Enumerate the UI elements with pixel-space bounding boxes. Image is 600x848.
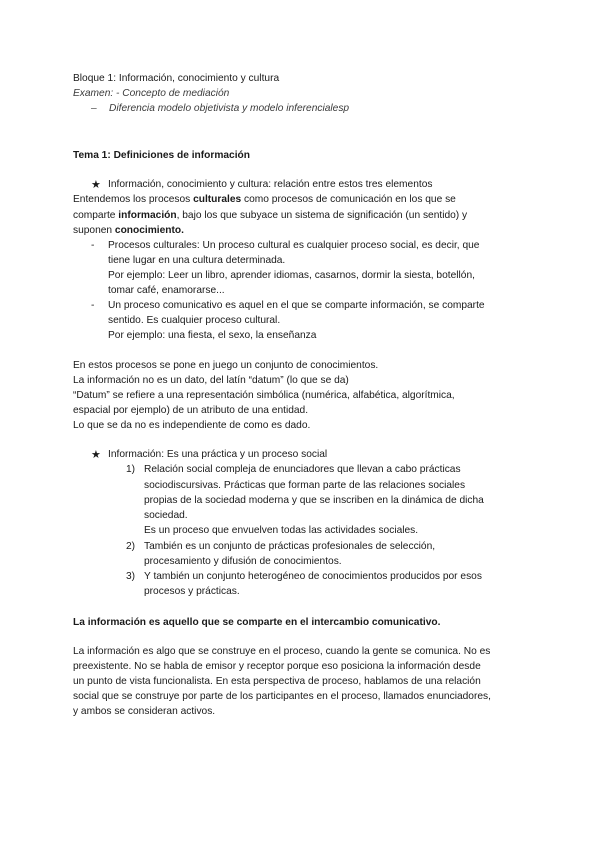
paragraph-line: un punto de vista funcionalista. En esta perspectiva de proceso, hablamos de una relación — [73, 676, 481, 687]
paragraph-line: Entendemos los procesos culturales como procesos de comunicación en los que se — [73, 194, 456, 205]
dash-bullet: - — [91, 300, 95, 311]
numbered-item-line: procesos y prácticas. — [144, 586, 240, 597]
numbered-marker: 3) — [126, 571, 136, 582]
numbered-item-line: Relación social compleja de enunciadores que llevan a cabo prácticas — [144, 464, 461, 475]
paragraph-line: La información es algo que se construye en el proceso, cuando la gente se comunica. No es — [73, 646, 491, 657]
exam-subnote: Diferencia modelo objetivista y modelo inferencialesp — [109, 103, 350, 114]
paragraph-line: espacial por ejemplo) de un atributo de una entidad. — [73, 405, 309, 416]
star-bullet-icon: ★ — [91, 449, 101, 461]
numbered-item-line: También es un conjunto de prácticas profesionales de selección, — [144, 541, 436, 552]
paragraph-line: comparte información, bajo los que subyace un sistema de significación (un sentido) y — [73, 210, 468, 221]
paragraph-line: En estos procesos se pone en juego un conjunto de conocimientos. — [73, 360, 379, 371]
numbered-item-line: sociedad. — [144, 510, 188, 521]
list-item-line: tomar café, enamorarse... — [108, 285, 225, 296]
block-title: Bloque 1: Información, conocimiento y cultura — [73, 73, 280, 84]
tema-title: Tema 1: Definiciones de información — [73, 150, 250, 161]
sub-dash: – — [91, 103, 97, 114]
list-item-line: Procesos culturales: Un proceso cultural es cualquier proceso social, es decir, que — [108, 240, 480, 251]
list-item-line: Un proceso comunicativo es aquel en el que se comparte información, se comparte — [108, 300, 485, 311]
paragraph-line: “Datum” se refiere a una representación simbólica (numérica, alfabética, algorítmica, — [73, 390, 455, 401]
bullet-info-practice: Información: Es una práctica y un proceso social — [108, 449, 328, 460]
paragraph-line: social que se construye por parte de los participantes en el proceso, llamados enunciadores, — [73, 691, 491, 702]
section-heading: La información es aquello que se comparte en el intercambio comunicativo. — [73, 617, 441, 628]
list-item-line: Por ejemplo: Leer un libro, aprender idiomas, casarnos, dormir la siesta, botellón, — [108, 270, 475, 281]
paragraph-line: Lo que se da no es independiente de como es dado. — [73, 420, 311, 431]
dash-bullet: - — [91, 240, 95, 251]
list-item-line: tiene lugar en una cultura determinada. — [108, 255, 286, 266]
paragraph-line: suponen conocimiento. — [73, 225, 184, 236]
bullet-info-knowledge-culture: Información, conocimiento y cultura: relación entre estos tres elementos — [108, 179, 433, 190]
paragraph-line: preexistente. No se habla de emisor y receptor porque eso posiciona la información desde — [73, 661, 481, 672]
numbered-marker: 1) — [126, 464, 136, 475]
exam-note: Examen: - Concepto de mediación — [73, 88, 230, 99]
numbered-item-line: procesamiento y difusión de conocimientos. — [144, 556, 342, 567]
list-item-line: sentido. Es cualquier proceso cultural. — [108, 315, 281, 326]
list-item-line: Por ejemplo: una fiesta, el sexo, la enseñanza — [108, 330, 317, 341]
paragraph-line: y ambos se consideran activos. — [73, 706, 216, 717]
numbered-item-line: propias de la sociedad moderna y que se inscriben en la dinámica de dicha — [144, 495, 484, 506]
numbered-marker: 2) — [126, 541, 136, 552]
paragraph-line: La información no es un dato, del latín “datum” (lo que se da) — [73, 375, 349, 386]
numbered-item-line: Y también un conjunto heterogéneo de conocimientos producidos por esos — [144, 571, 482, 582]
numbered-item-line: sociodiscursivas. Prácticas que forman parte de las relaciones sociales — [144, 480, 466, 491]
numbered-item-line: Es un proceso que envuelven todas las actividades sociales. — [144, 525, 419, 536]
star-bullet-icon: ★ — [91, 179, 101, 191]
